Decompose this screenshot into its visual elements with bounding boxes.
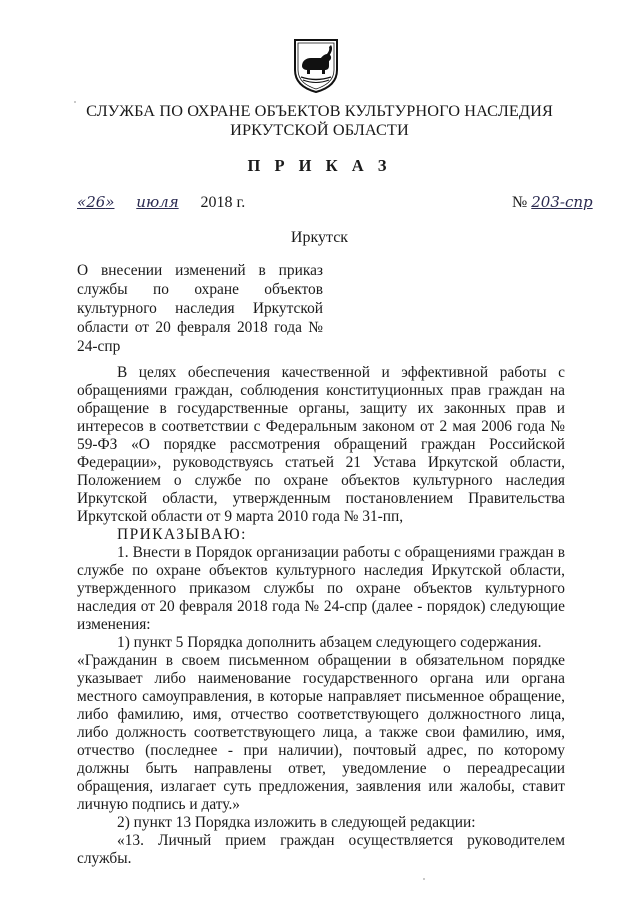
agency-name-line-2: ИРКУТСКОЙ ОБЛАСТИ (230, 120, 409, 139)
date-close-quote: » (105, 193, 115, 211)
order-word: ПРИКАЗЫВАЮ: (117, 526, 247, 543)
city: Иркутск (290, 229, 349, 246)
number-prefix: № (512, 194, 528, 211)
date-open-quote: « (77, 193, 87, 211)
scan-speck (423, 878, 425, 880)
order-date (77, 193, 245, 212)
document-title: П Р И К А З (247, 156, 392, 175)
irkutsk-coat-of-arms-icon (291, 36, 341, 94)
order-number (512, 193, 593, 212)
item-1-paragraph: 1. Внести в Порядок организации работы с обращениями граждан в службе по охране объектов культурного наследия Иркутской области, утвержденного приказом службы по охране объектов культурного наследия от 20 февраля 2018 года № 24-спр (далее - порядок) следующие изменения: (77, 544, 565, 633)
order-subject: О внесении изменений в приказ службы по охране объектов культурного наследия Иркутской области от 20 февраля 2018 года № 24-спр (77, 262, 323, 355)
scan-speck (74, 101, 76, 103)
number-value: 203-спр (531, 193, 593, 211)
preamble-paragraph: В целях обеспечения качественной и эффективной работы с обращениями граждан, соблюдения конституционных прав граждан на обращение в государственные органы, защиту их законных прав и интересов в соответствии с Федеральным законом от 2 мая 2006 года № 59-ФЗ «О порядке рассмотрения обращений граждан Российской Федерации», руководствуясь статьей 21 Устава Иркутской области, Положением о службе по охране объектов культурного наследия Иркутской области, утвержденным постановлением Правительства Иркутской области от 9 марта 2010 года № 31-пп, (77, 364, 565, 525)
date-day: 26 (86, 193, 106, 211)
date-month: июля (136, 193, 179, 211)
quoted-paragraph: «Гражданин в своем письменном обращении в обязательном порядке указывает либо наименование государственного органа или органа местного самоуправления, в которые направляет письменное обращение, либо фамилию, имя, отчество соответствующего должностного лица, либо должность соответствующего лица, а также свои фамилию, имя, отчество (последнее - при наличии), почтовый адрес, по которому должны быть направлены ответ, уведомление о переадресации обращения, излагает суть предложения, заявления или жалобы, ставит личную подпись и дату.» (77, 652, 565, 813)
quoted-item-13-paragraph: «13. Личный прием граждан осуществляется руководителем службы. (77, 832, 565, 867)
subitem-2-paragraph: 2) пункт 13 Порядка изложить в следующей редакции: (117, 814, 476, 831)
agency-name-line-1: СЛУЖБА ПО ОХРАНЕ ОБЪЕКТОВ КУЛЬТУРНОГО НАСЛЕДИЯ (86, 101, 553, 120)
subitem-1-paragraph: 1) пункт 5 Порядка дополнить абзацем следующего содержания. (117, 634, 542, 651)
agency-name (0, 101, 639, 139)
order-body (77, 364, 565, 868)
date-year: 2018 г. (200, 194, 246, 211)
